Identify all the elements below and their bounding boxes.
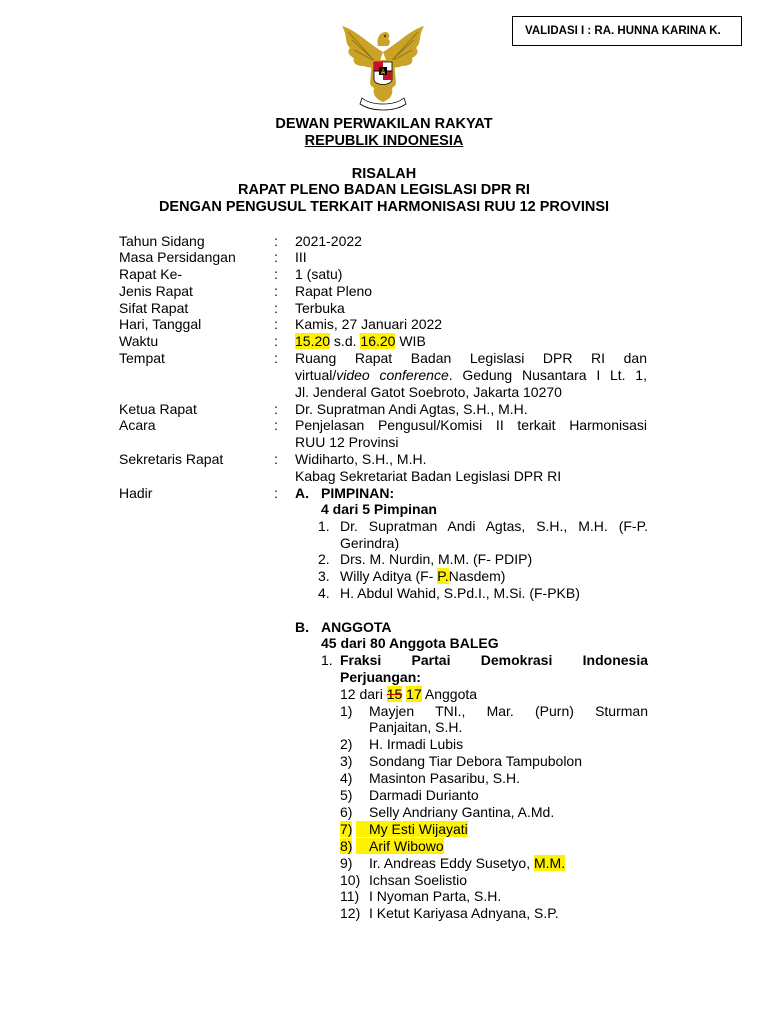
member-7: My Esti Wijayati xyxy=(369,821,468,837)
institution-country: REPUBLIK INDONESIA xyxy=(304,133,464,149)
acara-label: Acara xyxy=(119,417,156,433)
waktu-suffix: WIB xyxy=(395,333,426,349)
list-item-number: 2. xyxy=(318,551,330,567)
pimpinan-count: 4 dari 5 Pimpinan xyxy=(321,501,437,517)
list-item-number: 10) xyxy=(340,872,361,888)
pimpinan-heading: PIMPINAN: xyxy=(321,485,395,501)
member-1: Mayjen TNI., Mar. (Purn) Sturman xyxy=(369,703,648,719)
sekretaris-label: Sekretaris Rapat xyxy=(119,451,224,467)
list-item-number: 3. xyxy=(318,568,330,584)
waktu-value xyxy=(295,333,426,349)
list-item-number: 12) xyxy=(340,905,361,921)
colon: : xyxy=(274,233,278,249)
sifat-label: Sifat Rapat xyxy=(119,300,189,316)
list-item-number: 7) xyxy=(340,821,353,837)
tahun-value: 2021-2022 xyxy=(295,233,362,249)
list-item-number: 2) xyxy=(340,736,353,752)
document-title: RISALAH xyxy=(351,166,417,182)
rapatke-value: 1 (satu) xyxy=(295,266,343,282)
list-item-number: 1. xyxy=(321,652,333,668)
sifat-value: Terbuka xyxy=(295,300,345,316)
list-item-number: 8) xyxy=(340,838,353,854)
list-item-number: 1. xyxy=(318,518,330,534)
meeting-subtitle: DENGAN PENGUSUL TERKAIT HARMONISASI RUU 12 PROVINSI xyxy=(158,199,610,215)
colon: : xyxy=(274,333,278,349)
tempat-line2: virtual/video conference. Gedung Nusantara I Lt. 1, xyxy=(295,367,647,383)
ketua-label: Ketua Rapat xyxy=(119,401,197,417)
member-8: Arif Wibowo xyxy=(369,838,444,854)
anggota-heading: ANGGOTA xyxy=(321,619,392,635)
colon: : xyxy=(274,300,278,316)
colon: : xyxy=(274,316,278,332)
pimpinan-item-1: Dr. Supratman Andi Agtas, S.H., M.H. (F-P. xyxy=(340,518,648,534)
jenis-value: Rapat Pleno xyxy=(295,283,373,299)
garuda-pancasila-emblem-icon xyxy=(334,22,432,112)
hadir-label: Hadir xyxy=(119,485,153,501)
member-9: Ir. Andreas Eddy Susetyo, M.M. xyxy=(369,855,566,871)
waktu-label: Waktu xyxy=(119,333,159,349)
colon: : xyxy=(274,401,278,417)
pimpinan-item-1-cont: Gerindra) xyxy=(340,535,400,551)
ketua-value: Dr. Supratman Andi Agtas, S.H., M.H. xyxy=(295,401,528,417)
tahun-label: Tahun Sidang xyxy=(119,233,205,249)
hari-value: Kamis, 27 Januari 2022 xyxy=(295,316,443,332)
list-item-number: 5) xyxy=(340,787,353,803)
hari-label: Hari, Tanggal xyxy=(119,316,202,332)
list-item-number: 1) xyxy=(340,703,353,719)
anggota-count: 45 dari 80 Anggota BALEG xyxy=(321,635,499,651)
list-item-number: 4) xyxy=(340,770,353,786)
colon: : xyxy=(274,283,278,299)
colon: : xyxy=(274,350,278,366)
member-4: Masinton Pasaribu, S.H. xyxy=(369,770,520,786)
fraksi-count: 12 dari 15 17 Anggota xyxy=(340,686,478,702)
member-1-cont: Panjaitan, S.H. xyxy=(369,719,463,735)
acara-line2: RUU 12 Provinsi xyxy=(295,434,399,450)
anggota-letter: B. xyxy=(295,619,309,635)
acara-line1: Penjelasan Pengusul/Komisi II terkait Harmonisasi xyxy=(295,417,647,433)
highlight-gap xyxy=(356,821,369,837)
tempat-label: Tempat xyxy=(119,350,165,366)
member-3: Sondang Tiar Debora Tampubolon xyxy=(369,753,583,769)
meeting-title: RAPAT PLENO BADAN LEGISLASI DPR RI xyxy=(238,182,530,198)
fraksi-name: Fraksi Partai Demokrasi Indonesia xyxy=(340,652,648,668)
sekretaris-line2: Kabag Sekretariat Badan Legislasi DPR RI xyxy=(295,468,562,484)
waktu-start: 15.20 xyxy=(295,333,331,349)
member-10: Ichsan Soelistio xyxy=(369,872,468,888)
member-12: I Ketut Kariyasa Adnyana, S.P. xyxy=(369,905,559,921)
tempat-line1: Ruang Rapat Badan Legislasi DPR RI dan xyxy=(295,350,647,366)
colon: : xyxy=(274,451,278,467)
masa-label: Masa Persidangan xyxy=(119,249,236,265)
sekretaris-line1: Widiharto, S.H., M.H. xyxy=(295,451,427,467)
member-2: H. Irmadi Lubis xyxy=(369,736,464,752)
list-item-number: 6) xyxy=(340,804,353,820)
member-11: I Nyoman Parta, S.H. xyxy=(369,888,502,904)
fraksi-name-cont: Perjuangan: xyxy=(340,669,421,685)
waktu-end: 16.20 xyxy=(360,333,396,349)
colon: : xyxy=(274,485,278,501)
colon: : xyxy=(274,266,278,282)
jenis-label: Jenis Rapat xyxy=(119,283,193,299)
pimpinan-item-3: Willy Aditya (F- P.Nasdem) xyxy=(340,568,506,584)
validation-box: VALIDASI I : RA. HUNNA KARINA K. xyxy=(512,16,742,46)
highlight-gap xyxy=(356,838,369,854)
institution-name: DEWAN PERWAKILAN RAKYAT xyxy=(275,116,493,132)
list-item-number: 11) xyxy=(340,888,360,904)
list-item-number: 4. xyxy=(318,585,330,601)
pimpinan-item-4: H. Abdul Wahid, S.Pd.I., M.Si. (F-PKB) xyxy=(340,585,580,601)
tempat-line3: Jl. Jenderal Gatot Soebroto, Jakarta 10270 xyxy=(295,384,562,400)
list-item-number: 3) xyxy=(340,753,353,769)
member-6: Selly Andriany Gantina, A.Md. xyxy=(369,804,555,820)
colon: : xyxy=(274,249,278,265)
pimpinan-item-2: Drs. M. Nurdin, M.M. (F- PDIP) xyxy=(340,551,533,567)
list-item-number: 9) xyxy=(340,855,353,871)
colon: : xyxy=(274,417,278,433)
pimpinan-letter: A. xyxy=(295,485,309,501)
member-5: Darmadi Durianto xyxy=(369,787,479,803)
masa-value: III xyxy=(295,249,307,265)
rapatke-label: Rapat Ke- xyxy=(119,266,183,282)
waktu-mid: s.d. xyxy=(330,333,361,349)
